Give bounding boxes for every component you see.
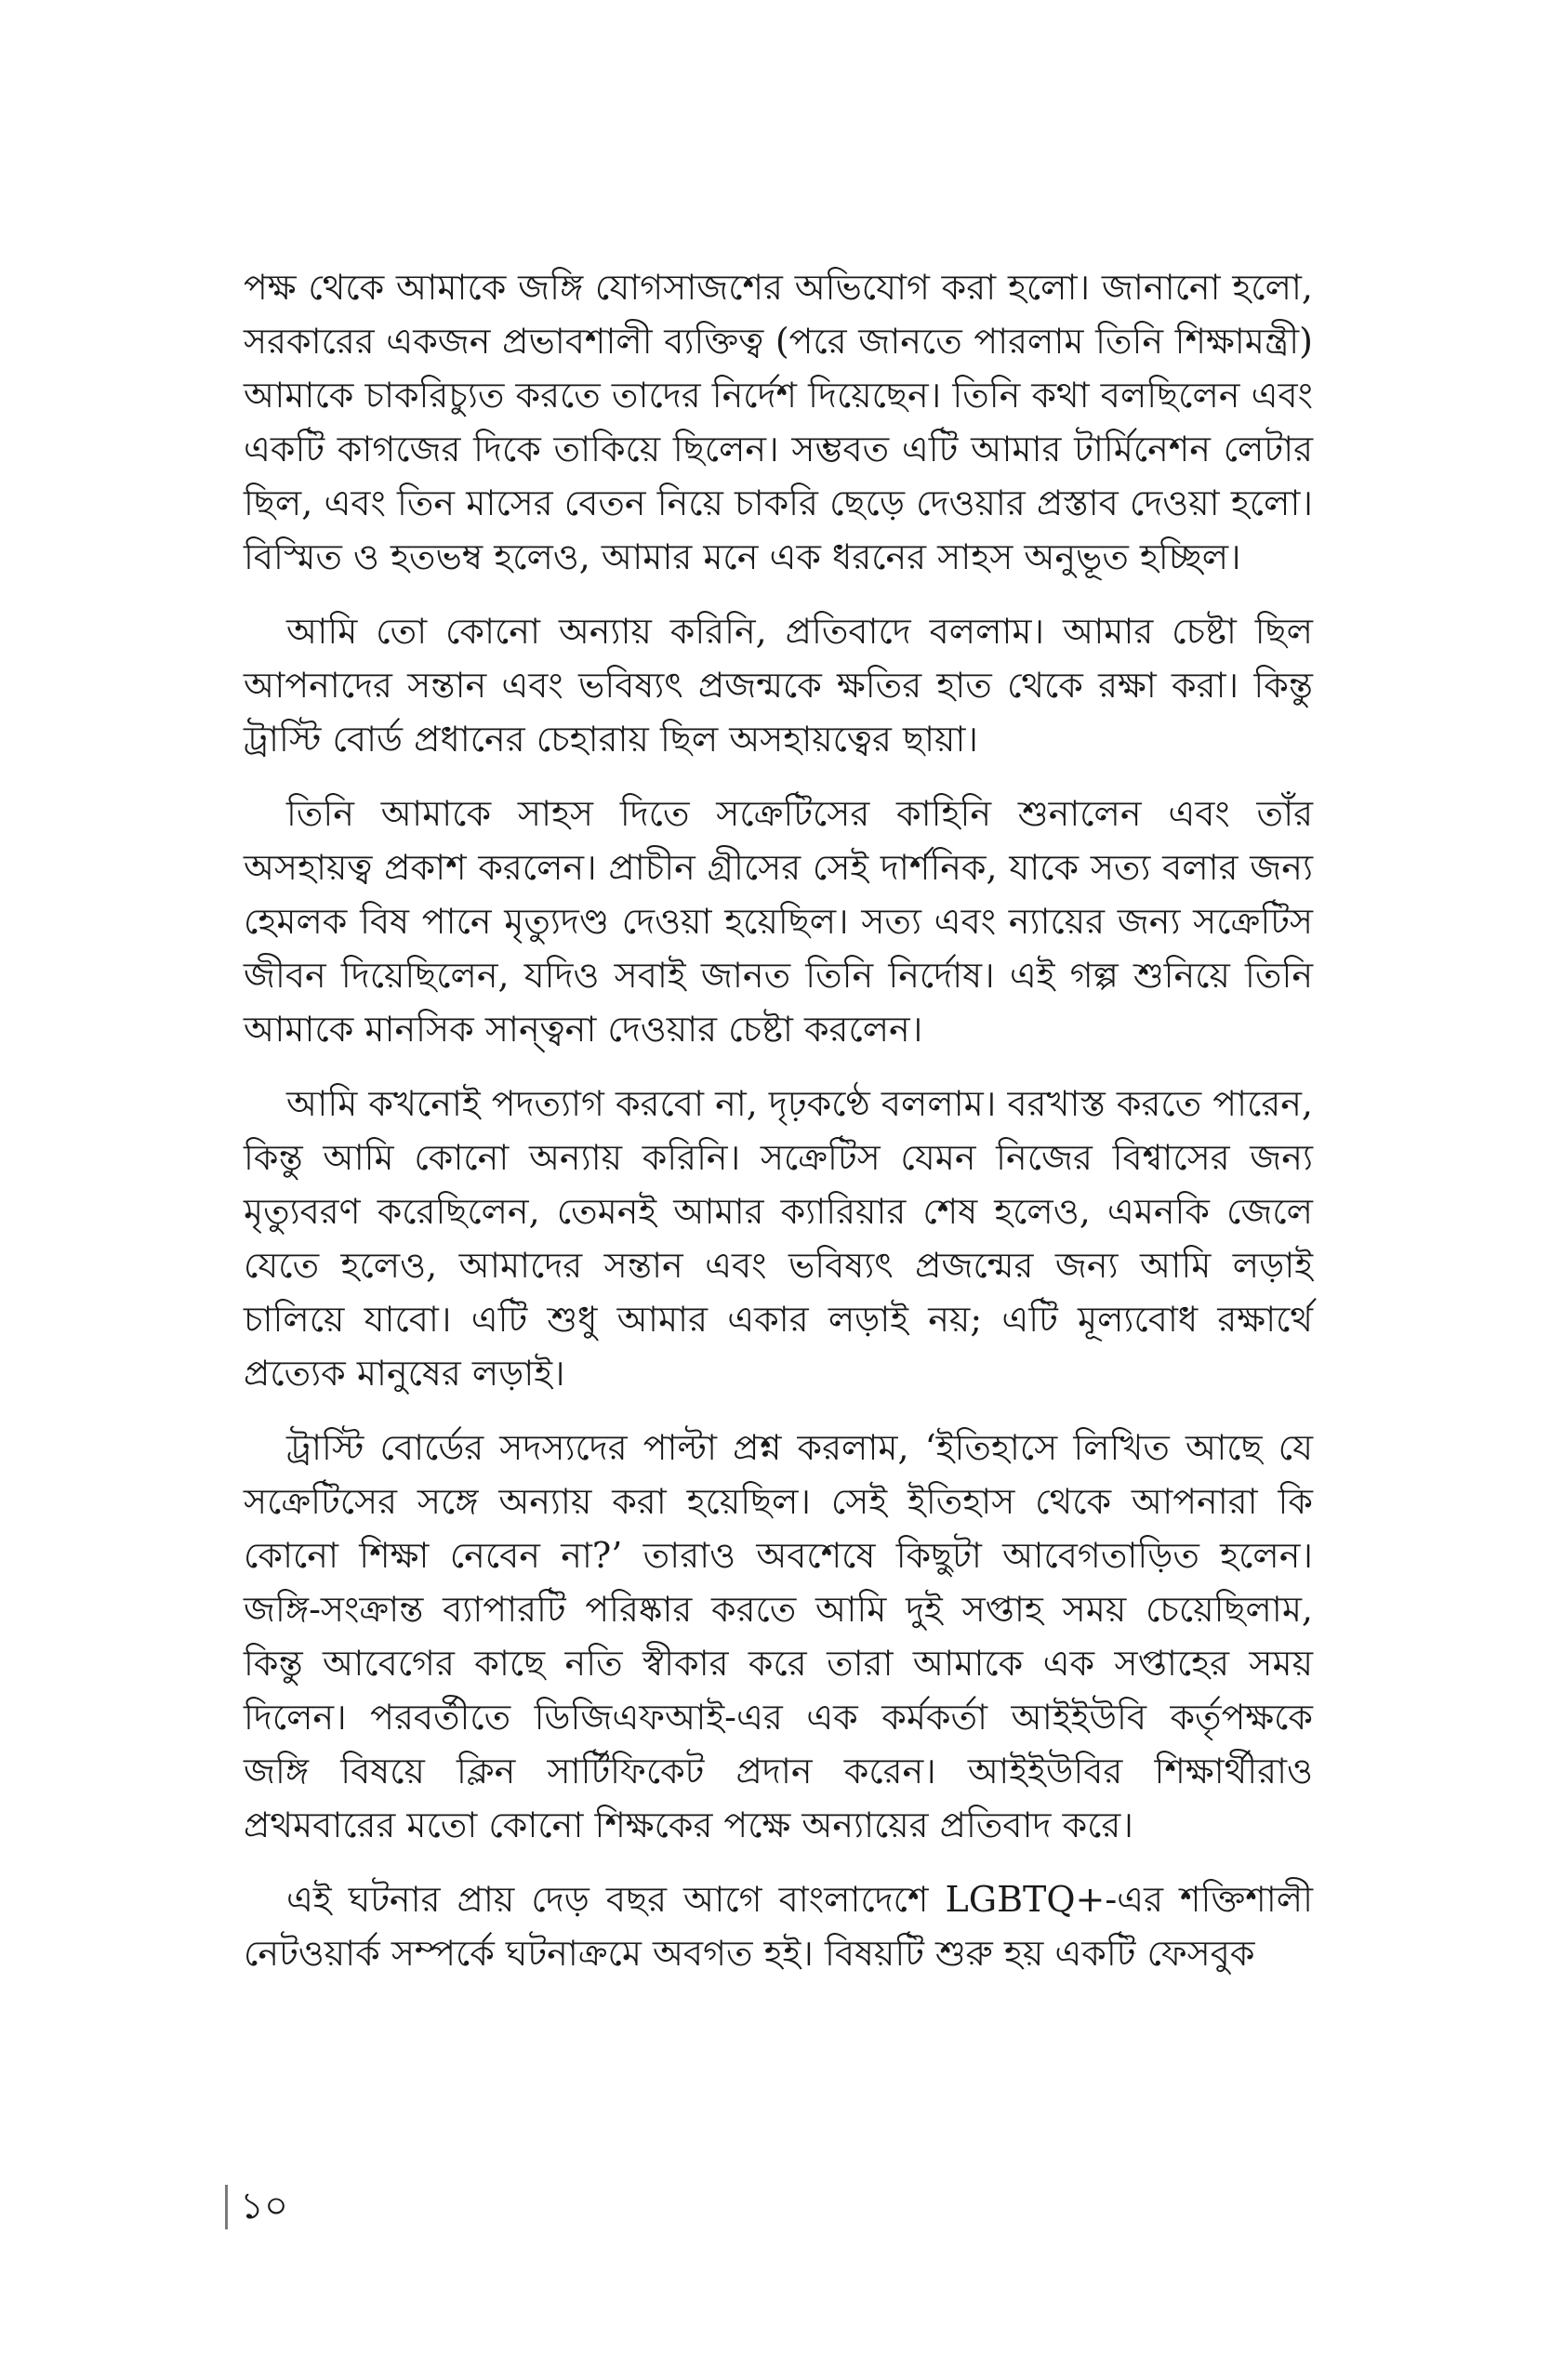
paragraph-6: এই ঘটনার প্রায় দেড় বছর আগে বাংলাদেশে LGBTQ+-এর শক্তিশালী নেটওয়ার্ক সম্পর্কে ঘটনাক্রমে অবগত হই। বিষয়টি শুরু হয় একটি ফেসবুক — [244, 1879, 1313, 1974]
paragraph-4: আমি কখনোই পদত্যাগ করবো না, দৃঢ়কণ্ঠে বললাম। বরখাস্ত করতে পারেন, কিন্তু আমি কোনো অন্যায় করিনি। সক্রেটিস যেমন নিজের বিশ্বাসের জন্য মৃত্যুবরণ করেছিলেন, তেমনই আমার ক্যারিয়ার শেষ হলেও, এমনকি জেলে যেতে হলেও, আমাদের সন্তান এবং ভবিষ্যৎ প্রজন্মের জন্য আমি লড়াই চালিয়ে যাবো। এটি শুধু আমার একার লড়াই নয়; এটি মূল্যবোধ রক্ষার্থে প্রত্যেক মানুষের লড়াই। — [244, 1083, 1313, 1394]
paragraph-5: ট্রাস্টি বোর্ডের সদস্যদের পাল্টা প্রশ্ন করলাম, ‘ইতিহাসে লিখিত আছে যে সক্রেটিসের সঙ্গে অন্যায় করা হয়েছিল। সেই ইতিহাস থেকে আপনারা কি কোনো শিক্ষা নেবেন না?’ তারাও অবশেষে কিছুটা আবেগতাড়িত হলেন। জঙ্গি-সংক্রান্ত ব্যাপারটি পরিষ্কার করতে আমি দুই সপ্তাহ সময় চেয়েছিলাম, কিন্তু আবেগের কাছে নতি স্বীকার করে তারা আমাকে এক সপ্তাহের সময় দিলেন। পরবর্তীতে ডিজিএফআই-এর এক কর্মকর্তা আইইউবি কর্তৃপক্ষকে জঙ্গি বিষয়ে ক্লিন সার্টিফিকেট প্রদান করেন। আইইউবির শিক্ষার্থীরাও প্রথমবারের মতো কোনো শিক্ষকের পক্ষে অন্যায়ের প্রতিবাদ করে। — [244, 1427, 1313, 1845]
page-number: ১০ — [240, 2185, 288, 2228]
body-text — [244, 260, 1313, 2001]
paragraph-2: আমি তো কোনো অন্যায় করিনি, প্রতিবাদে বললাম। আমার চেষ্টা ছিল আপনাদের সন্তান এবং ভবিষ্যৎ প্রজন্মকে ক্ষতির হাত থেকে রক্ষা করা। কিন্তু ট্রাস্টি বোর্ড প্রধানের চেহারায় ছিল অসহায়ত্বের ছায়া। — [244, 611, 1313, 760]
paragraph-3: তিনি আমাকে সাহস দিতে সক্রেটিসের কাহিনি শুনালেন এবং তাঁর অসহায়ত্ব প্রকাশ করলেন। প্রাচীন গ্রীসের সেই দার্শনিক, যাকে সত্য বলার জন্য হেমলক বিষ পানে মৃত্যুদণ্ড দেওয়া হয়েছিল। সত্য এবং ন্যায়ের জন্য সক্রেটিস জীবন দিয়েছিলেন, যদিও সবাই জানত তিনি নির্দোষ। এই গল্প শুনিয়ে তিনি আমাকে মানসিক সান্ত্বনা দেওয়ার চেষ্টা করলেন। — [244, 793, 1313, 1050]
paragraph-1: পক্ষ থেকে আমাকে জঙ্গি যোগসাজশের অভিযোগ করা হলো। জানানো হলো, সরকারের একজন প্রভাবশালী ব্যক্তিত্ব (পরে জানতে পারলাম তিনি শিক্ষামন্ত্রী) আমাকে চাকরিচ্যুত করতে তাদের নির্দেশ দিয়েছেন। তিনি কথা বলছিলেন এবং একটি কাগজের দিকে তাকিয়ে ছিলেন। সম্ভবত এটি আমার টার্মিনেশন লেটার ছিল, এবং তিন মাসের বেতন নিয়ে চাকরি ছেড়ে দেওয়ার প্রস্তাব দেওয়া হলো। বিস্মিত ও হতভম্ব হলেও, আমার মনে এক ধরনের সাহস অনুভূত হচ্ছিল। — [244, 267, 1313, 577]
footer-divider — [225, 2185, 228, 2229]
